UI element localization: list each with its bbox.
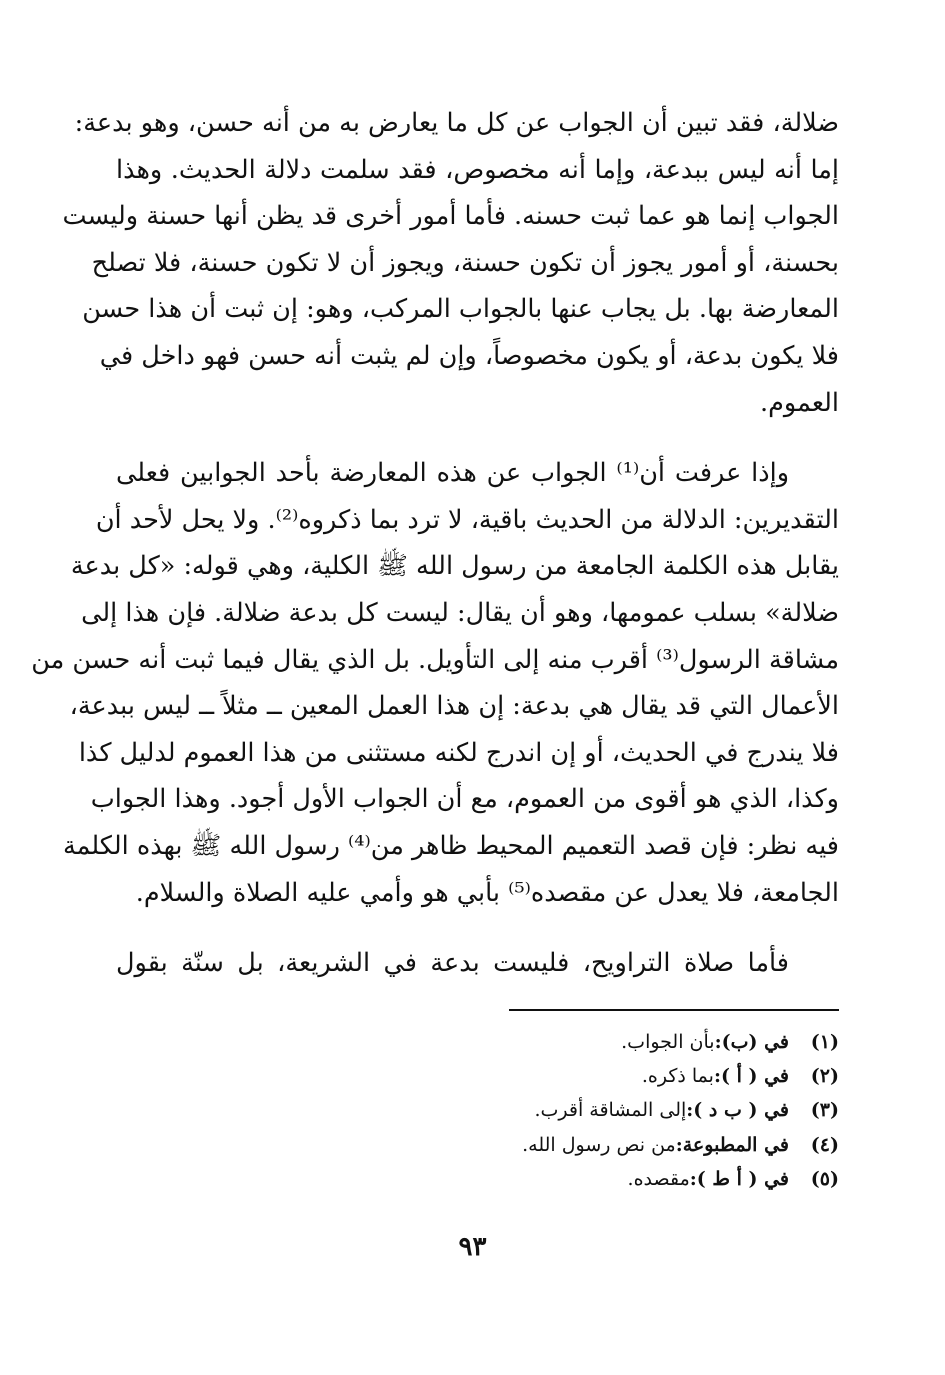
footnote-text: من نص رسول الله. [522,1133,676,1156]
paragraph-3 [116,940,839,987]
footnote-separator [509,1009,839,1011]
text-line: ضلالة، فقد تبين أن الجواب عن كل ما يعارض به من أنه حسن، وهو بدعة: [74,108,839,138]
footnote-source: في ( ب د ): [686,1099,789,1122]
footnote-number: (٥) [810,1167,839,1190]
footnote-item [116,1093,839,1127]
footnote-number: (٣) [810,1099,839,1122]
footnote-number: (٤) [810,1133,839,1156]
footnote-text: إلى المشاقة أقرب. [534,1099,687,1122]
text-line: وإذا عرفت أن⁽¹⁾ الجواب عن هذه المعارضة بأحد الجوابين فعلى [116,458,790,489]
text-line: الأعمال التي قد يقال هي بدعة: إن هذا العمل المعين ــ مثلاً ــ ليس ببدعة، [69,691,839,722]
text-line: فيه نظر: فإن قصد التعميم المحيط ظاهر من⁽⁴⁾ رسول الله ﷺ بهذه الكلمة [62,830,839,861]
text-line: وكذا، الذي هو أقوى من العموم، مع أن الجواب الأول أجود. وهذا الجواب [90,784,839,815]
paragraph-2 [31,450,839,916]
footnote-item [116,1162,839,1196]
footnote-text: بما ذكره. [641,1064,714,1087]
text-line: الجامعة، فلا يعدل عن مقصده⁽⁵⁾ بأبي هو وأمي عليه الصلاة والسلام. [135,877,839,908]
footnote-item [116,1128,839,1162]
footnote-source: في المطبوعة: [675,1133,789,1156]
footnote-source: في (ب): [714,1030,789,1053]
text-line: العموم. [760,387,839,418]
footnotes [116,1025,839,1196]
text-line: فلا يندرج في الحديث، أو إن اندرج لكنه مستثنى من هذا العموم لدليل كذا [78,737,839,768]
text-line: الجواب إنما هو عما ثبت حسنه. فأما أمور أخرى قد يظن أنها حسنة وليست [62,201,839,232]
text-line: فلا يكون بدعة، أو يكون مخصوصاً، وإن لم يثبت أنه حسن فهو داخل في [99,340,839,371]
footnote-number: (٢) [810,1064,839,1087]
text-line: إما أنه ليس ببدعة، وإما أنه مخصوص، فقد سلمت دلالة الحديث. وهذا [116,154,839,185]
text-line: المعارضة بها. بل يجاب عنها بالجواب المركب، وهو: إن ثبت أن هذا حسن [82,294,839,325]
footnote-source: في ( أ ط ): [689,1167,789,1190]
text-line: ضلالة» بسلب عمومها، وهو أن يقال: ليست كل بدعة ضلالة. فإن هذا إلى [81,597,839,628]
paragraph-1 [62,100,839,426]
text-line: يقابل هذه الكلمة الجامعة من رسول الله ﷺ الكلية، وهي قوله: «كل بدعة [70,551,839,582]
footnote-number: (١) [810,1030,839,1053]
text-line: مشاقة الرسول⁽³⁾ أقرب منه إلى التأويل. بل الذي يقال فيما ثبت أنه حسن من [31,644,839,675]
text-line: فأما صلاة التراويح، فليست بدعة في الشريعة، بل سنّة بقول [116,948,789,979]
footnote-item [116,1059,839,1093]
text-line: التقديرين: الدلالة من الحديث باقية، لا ترد بما ذكروه⁽²⁾. ولا يحل لأحد أن [95,504,839,535]
footnote-item [116,1025,839,1059]
footnote-text: مقصده. [627,1167,690,1190]
page-number: ٩٣ [458,1232,487,1262]
footnote-source: في ( أ ): [713,1064,789,1087]
text-line: بحسنة، أو أمور يجوز أن تكون حسنة، ويجوز أن لا تكون حسنة، فلا تصلح [91,247,839,278]
footnote-text: بأن الجواب. [621,1030,715,1053]
